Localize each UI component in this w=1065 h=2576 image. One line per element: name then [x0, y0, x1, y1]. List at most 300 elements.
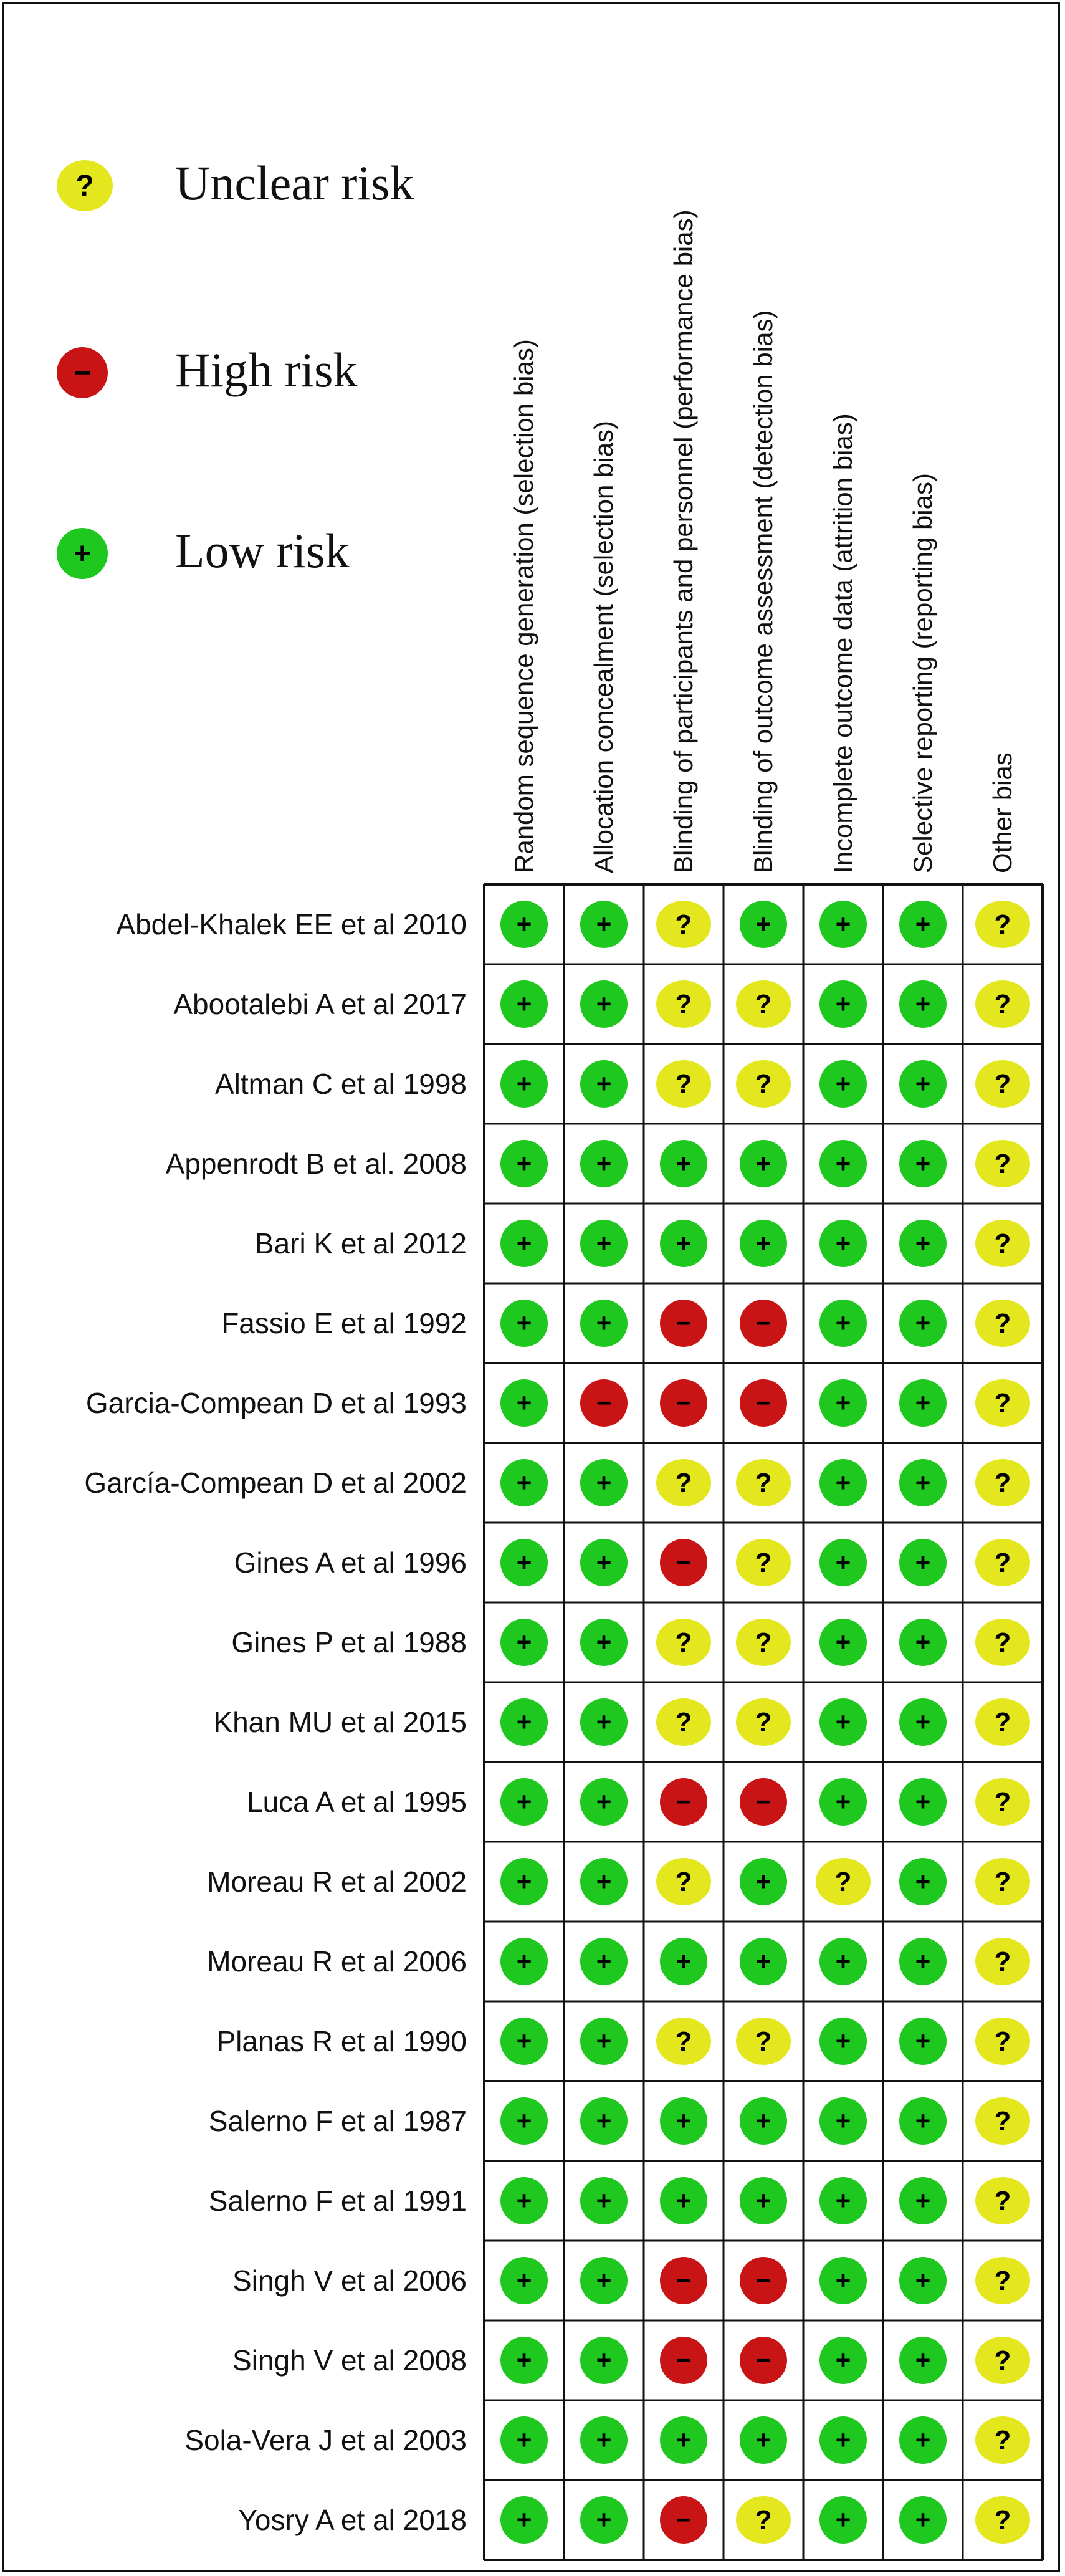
rating-symbol: + — [835, 1946, 851, 1976]
low-risk-icon — [500, 2018, 548, 2065]
unclear-risk-icon: ? — [57, 160, 113, 211]
unclear-risk-icon — [656, 980, 711, 1028]
rating-symbol: + — [835, 1228, 851, 1258]
rating-symbol: + — [915, 1787, 931, 1816]
low-risk-icon — [899, 1140, 947, 1187]
rating-symbol: ? — [675, 909, 692, 940]
high-risk-icon — [660, 2496, 707, 2544]
low-risk-icon — [500, 1858, 548, 1905]
rating-symbol: ? — [994, 1548, 1011, 1578]
unclear-risk-icon — [975, 2337, 1030, 2384]
low-risk-icon — [899, 2257, 947, 2304]
low-risk-icon — [580, 2018, 628, 2065]
rating-symbol: + — [516, 2505, 532, 2534]
low-risk-icon — [819, 1619, 867, 1666]
low-risk-icon — [899, 1858, 947, 1905]
low-risk-icon — [819, 1379, 867, 1427]
rating-symbol: + — [835, 2106, 851, 2135]
rating-symbol: + — [596, 1787, 612, 1816]
rating-symbol: ? — [994, 989, 1011, 1020]
rating-symbol: + — [835, 1468, 851, 1497]
low-risk-icon — [899, 1220, 947, 1267]
rating-symbol: + — [676, 2186, 692, 2215]
rating-symbol: + — [516, 2425, 532, 2454]
rating-symbol: + — [516, 2186, 532, 2215]
low-risk-icon — [580, 2097, 628, 2145]
rating-symbol: + — [835, 989, 851, 1018]
rating-symbol: − — [755, 1787, 771, 1816]
rating-symbol: + — [835, 2186, 851, 2215]
rating-symbol: + — [516, 1069, 532, 1098]
rating-symbol: + — [835, 1787, 851, 1816]
low-risk-icon — [899, 1778, 947, 1826]
rating-symbol: ? — [994, 2106, 1011, 2137]
column-header-incomplete-outcome-data-attrition-bias: Incomplete outcome data (attrition bias) — [828, 413, 857, 873]
rating-symbol: ? — [994, 909, 1011, 940]
rating-symbol: + — [915, 1228, 931, 1258]
rating-symbol: + — [915, 2106, 931, 2135]
high-risk-icon — [740, 2257, 787, 2304]
low-risk-icon — [500, 1459, 548, 1506]
high-risk-icon — [660, 1778, 707, 1826]
high-risk-icon — [660, 2257, 707, 2304]
column-header-blinding-of-outcome-assessment-detection-bias: Blinding of outcome assessment (detection bias) — [748, 310, 778, 873]
rating-symbol: − — [755, 1388, 771, 1417]
column-header-random-sequence-generation-selection-bias: Random sequence generation (selection bias) — [509, 339, 538, 873]
high-risk-icon — [660, 2337, 707, 2384]
rating-symbol: ? — [755, 989, 772, 1020]
study-label: Singh V et al 2006 — [232, 2264, 467, 2297]
low-risk-icon — [819, 2337, 867, 2384]
rating-symbol: + — [835, 1627, 851, 1657]
rating-symbol: + — [915, 1548, 931, 1577]
study-label: Fassio E et al 1992 — [221, 1307, 467, 1339]
unclear-risk-icon — [736, 1539, 791, 1586]
rating-symbol: + — [676, 2425, 692, 2454]
unclear-risk-icon — [975, 2018, 1030, 2065]
legend-label-low: Low risk — [175, 524, 350, 578]
low-risk-icon — [899, 1300, 947, 1347]
study-label: Planas R et al 1990 — [216, 2025, 467, 2057]
rating-symbol: − — [755, 2266, 771, 2295]
rating-symbol: − — [596, 1388, 612, 1417]
rating-symbol: ? — [994, 1228, 1011, 1259]
unclear-risk-icon — [975, 1619, 1030, 1666]
rating-symbol: + — [676, 1149, 692, 1178]
low-risk-icon — [500, 2177, 548, 2224]
rating-symbol: ? — [994, 1787, 1011, 1817]
study-label: Moreau R et al 2006 — [207, 1945, 467, 1978]
rating-symbol: ? — [675, 1867, 692, 1897]
rating-symbol: + — [516, 1946, 532, 1976]
rating-symbol: + — [915, 989, 931, 1018]
low-risk-icon — [660, 2177, 707, 2224]
rating-symbol: ? — [755, 2026, 772, 2057]
low-risk-icon — [500, 901, 548, 948]
low-risk-icon — [819, 1698, 867, 1746]
low-risk-icon — [500, 1778, 548, 1826]
rating-symbol: + — [596, 1308, 612, 1338]
low-risk-icon — [580, 1140, 628, 1187]
low-risk-icon — [580, 2257, 628, 2304]
low-risk-icon — [580, 1060, 628, 1108]
rating-symbol: + — [596, 2505, 612, 2534]
high-risk-icon — [660, 1300, 707, 1347]
rating-symbol: ? — [994, 2505, 1011, 2535]
rating-symbol: + — [755, 2425, 771, 2454]
rating-symbol: − — [755, 1308, 771, 1338]
rating-symbol: ? — [994, 1149, 1011, 1179]
study-label: Gines A et al 1996 — [234, 1546, 467, 1579]
low-risk-icon — [899, 2337, 947, 2384]
unclear-risk-icon — [975, 1858, 1030, 1905]
rating-symbol: ? — [755, 2505, 772, 2535]
rating-symbol: − — [676, 1388, 692, 1417]
rating-symbol: + — [755, 2186, 771, 2215]
low-risk-icon — [660, 1140, 707, 1187]
low-risk-icon — [580, 2337, 628, 2384]
low-risk-icon — [580, 2496, 628, 2544]
column-header-blinding-of-participants-and-personnel-performance-bias: Blinding of participants and personnel (performance bias) — [669, 209, 698, 873]
rating-symbol: + — [915, 1069, 931, 1098]
low-risk-icon — [819, 2257, 867, 2304]
low-risk-icon — [500, 1539, 548, 1586]
rating-symbol: + — [516, 1308, 532, 1338]
rating-symbol: + — [915, 1468, 931, 1497]
low-risk-icon — [580, 1858, 628, 1905]
unclear-risk-icon — [656, 2018, 711, 2065]
rating-symbol: + — [915, 1627, 931, 1657]
rating-symbol: + — [516, 2266, 532, 2295]
low-risk-icon — [899, 1459, 947, 1506]
low-risk-icon — [899, 1379, 947, 1427]
rating-symbol: + — [596, 989, 612, 1018]
high-risk-icon — [660, 1539, 707, 1586]
study-label: Abdel-Khalek EE et al 2010 — [116, 908, 467, 941]
rating-symbol: + — [596, 2106, 612, 2135]
study-label: Sola-Vera J et al 2003 — [184, 2424, 467, 2456]
low-risk-icon — [819, 2097, 867, 2145]
study-label: Salerno F et al 1991 — [208, 2185, 467, 2217]
low-risk-icon — [500, 1619, 548, 1666]
unclear-risk-icon — [975, 901, 1030, 948]
low-risk-icon — [899, 980, 947, 1028]
rating-symbol: + — [835, 1388, 851, 1417]
study-label: Luca A et al 1995 — [247, 1786, 467, 1818]
unclear-risk-icon — [656, 1619, 711, 1666]
low-risk-icon — [740, 2097, 787, 2145]
rating-symbol: − — [755, 2345, 771, 2375]
low-risk-icon — [740, 1220, 787, 1267]
column-header-selective-reporting-reporting-bias: Selective reporting (reporting bias) — [908, 473, 937, 873]
rating-symbol: + — [915, 1149, 931, 1178]
high-risk-icon — [580, 1379, 628, 1427]
rating-symbol: + — [676, 2106, 692, 2135]
rating-symbol: + — [835, 2266, 851, 2295]
unclear-risk-icon — [736, 1060, 791, 1108]
low-risk-icon — [819, 1459, 867, 1506]
study-label: Yosry A et al 2018 — [238, 2504, 467, 2536]
low-risk-icon — [819, 1300, 867, 1347]
rating-symbol: + — [835, 1548, 851, 1577]
rating-symbol: + — [835, 909, 851, 939]
rating-symbol: + — [516, 1787, 532, 1816]
unclear-risk-icon — [656, 1698, 711, 1746]
rating-symbol: + — [596, 1707, 612, 1736]
rating-symbol: + — [596, 2345, 612, 2375]
rating-symbol: ? — [994, 1946, 1011, 1977]
column-header-other-bias: Other bias — [988, 752, 1017, 873]
low-risk-icon — [899, 1539, 947, 1586]
rating-symbol: + — [915, 1388, 931, 1417]
study-label: Salerno F et al 1987 — [208, 2105, 467, 2137]
low-risk-icon — [819, 2177, 867, 2224]
unclear-risk-icon — [975, 980, 1030, 1028]
rating-symbol: ? — [675, 1707, 692, 1738]
low-risk-icon — [660, 2416, 707, 2464]
low-risk-icon — [500, 1379, 548, 1427]
low-risk-icon — [899, 1698, 947, 1746]
rating-symbol: + — [915, 2425, 931, 2454]
rating-symbol: + — [596, 1627, 612, 1657]
rating-symbol: + — [755, 1946, 771, 1976]
rating-symbol: + — [596, 1548, 612, 1577]
rating-symbol: + — [676, 1946, 692, 1976]
rating-symbol: − — [676, 1787, 692, 1816]
low-risk-icon — [819, 2416, 867, 2464]
low-risk-icon — [819, 901, 867, 948]
low-risk-icon — [580, 1539, 628, 1586]
rating-symbol: + — [755, 1149, 771, 1178]
study-label: Garcia-Compean D et al 1993 — [85, 1387, 467, 1419]
rating-symbol: + — [516, 1468, 532, 1497]
rating-symbol: + — [516, 1627, 532, 1657]
rating-symbol: + — [915, 2266, 931, 2295]
rating-symbol: + — [915, 1946, 931, 1976]
rating-symbol: + — [596, 1149, 612, 1178]
rating-symbol: + — [516, 1388, 532, 1417]
legend-label-high: High risk — [175, 343, 358, 397]
low-risk-icon — [660, 1938, 707, 1985]
unclear-risk-icon — [736, 1459, 791, 1506]
low-risk-icon — [899, 1619, 947, 1666]
unclear-risk-icon — [975, 2416, 1030, 2464]
rating-symbol: + — [835, 1707, 851, 1736]
low-risk-icon — [500, 1300, 548, 1347]
low-risk-icon — [500, 2097, 548, 2145]
study-label: Bari K et al 2012 — [254, 1227, 467, 1260]
unclear-risk-icon — [736, 2018, 791, 2065]
legend-label-unclear: Unclear risk — [175, 156, 414, 210]
low-risk-icon — [500, 1938, 548, 1985]
rating-symbol: ? — [994, 2186, 1011, 2216]
unclear-risk-icon — [816, 1858, 871, 1905]
low-risk-icon — [899, 2416, 947, 2464]
rating-symbol: ? — [834, 1867, 852, 1897]
rating-symbol: + — [516, 1707, 532, 1736]
rating-symbol: ? — [675, 989, 692, 1020]
rating-symbol: + — [516, 1149, 532, 1178]
rating-symbol: ? — [994, 1867, 1011, 1897]
rating-symbol: − — [676, 2345, 692, 2375]
rating-symbol: ? — [755, 1707, 772, 1738]
rating-symbol: + — [516, 2106, 532, 2135]
study-label: Altman C et al 1998 — [214, 1068, 467, 1100]
low-risk-icon — [580, 1938, 628, 1985]
low-risk-icon — [899, 2097, 947, 2145]
study-label: Abootalebi A et al 2017 — [173, 988, 467, 1020]
rating-symbol: + — [516, 2345, 532, 2375]
unclear-risk-icon — [656, 1858, 711, 1905]
rating-symbol: ? — [994, 1069, 1011, 1099]
risk-of-bias-figure — [2, 2, 1060, 2572]
unclear-risk-icon — [975, 1778, 1030, 1826]
rating-symbol: + — [835, 2026, 851, 2056]
rating-symbol: + — [516, 989, 532, 1018]
high-risk-icon — [660, 1379, 707, 1427]
high-risk-icon: − — [57, 347, 108, 398]
unclear-risk-icon — [975, 1698, 1030, 1746]
rating-symbol: + — [596, 2425, 612, 2454]
unclear-risk-icon — [736, 1698, 791, 1746]
rating-symbol: + — [835, 2505, 851, 2534]
low-risk-icon — [580, 2416, 628, 2464]
unclear-risk-icon — [975, 1300, 1030, 1347]
study-label: Gines P et al 1988 — [231, 1626, 467, 1659]
low-risk-icon — [580, 1459, 628, 1506]
rating-symbol: − — [676, 2505, 692, 2534]
high-risk-icon — [740, 1778, 787, 1826]
low-risk-icon — [819, 1060, 867, 1108]
rating-symbol: + — [915, 2345, 931, 2375]
rating-symbol: + — [915, 2026, 931, 2056]
rating-symbol: ? — [994, 2345, 1011, 2376]
rating-symbol: + — [915, 2505, 931, 2534]
low-risk-icon — [819, 1778, 867, 1826]
low-risk-icon — [740, 901, 787, 948]
unclear-risk-icon — [975, 1539, 1030, 1586]
rating-symbol: + — [596, 2026, 612, 2056]
unclear-risk-icon — [975, 1220, 1030, 1267]
rating-symbol: + — [915, 1867, 931, 1896]
rating-symbol: ? — [994, 1627, 1011, 1658]
unclear-risk-icon — [975, 1140, 1030, 1187]
rating-symbol: + — [915, 1707, 931, 1736]
low-risk-icon — [500, 1698, 548, 1746]
rating-symbol: ? — [675, 2026, 692, 2057]
low-risk-icon — [580, 2177, 628, 2224]
rating-symbol: + — [755, 1867, 771, 1896]
rating-symbol: − — [676, 1548, 692, 1577]
rating-symbol: ? — [755, 1468, 772, 1498]
rating-symbol: + — [596, 1468, 612, 1497]
low-risk-icon — [899, 2018, 947, 2065]
unclear-risk-icon — [736, 1619, 791, 1666]
low-risk-icon — [899, 2177, 947, 2224]
rating-symbol: + — [835, 1149, 851, 1178]
low-risk-icon — [500, 1220, 548, 1267]
low-risk-icon — [580, 980, 628, 1028]
unclear-risk-icon — [975, 2496, 1030, 2544]
unclear-risk-icon — [656, 1060, 711, 1108]
low-risk-icon — [500, 1060, 548, 1108]
low-risk-icon — [500, 1140, 548, 1187]
low-risk-icon — [740, 1938, 787, 1985]
rating-symbol: + — [755, 2106, 771, 2135]
rating-symbol: + — [516, 2026, 532, 2056]
unclear-risk-icon — [975, 2177, 1030, 2224]
high-risk-icon — [740, 1300, 787, 1347]
rating-symbol: + — [835, 1308, 851, 1338]
column-header-allocation-concealment-selection-bias: Allocation concealment (selection bias) — [589, 420, 618, 873]
rating-symbol: − — [676, 1308, 692, 1338]
low-risk-icon — [819, 2018, 867, 2065]
low-risk-icon — [580, 1619, 628, 1666]
low-risk-icon — [580, 1300, 628, 1347]
low-risk-icon: + — [57, 528, 108, 579]
low-risk-icon — [899, 2496, 947, 2544]
low-risk-icon — [500, 2416, 548, 2464]
low-risk-icon — [580, 1698, 628, 1746]
rating-symbol: ? — [994, 2266, 1011, 2296]
unclear-risk-icon — [656, 1459, 711, 1506]
rating-symbol: ? — [994, 2425, 1011, 2456]
unclear-risk-icon — [975, 2097, 1030, 2145]
rating-symbol: + — [596, 2266, 612, 2295]
study-label: Singh V et al 2008 — [232, 2344, 467, 2377]
rating-symbol: ? — [755, 1627, 772, 1658]
low-risk-icon — [580, 1778, 628, 1826]
rating-symbol: + — [755, 1228, 771, 1258]
rating-symbol: + — [516, 909, 532, 939]
rating-symbol: ? — [675, 1069, 692, 1099]
unclear-risk-icon — [975, 1938, 1030, 1985]
rating-symbol: + — [755, 909, 771, 939]
low-risk-icon — [500, 2496, 548, 2544]
rating-symbol: ? — [675, 1627, 692, 1658]
rating-symbol: + — [516, 1228, 532, 1258]
unclear-risk-icon — [736, 2496, 791, 2544]
rating-symbol: + — [596, 1867, 612, 1896]
low-risk-icon — [819, 1539, 867, 1586]
rating-symbol: + — [835, 2345, 851, 2375]
low-risk-icon — [660, 2097, 707, 2145]
study-label: García-Compean D et al 2002 — [84, 1467, 467, 1499]
rating-symbol: ? — [994, 1388, 1011, 1419]
low-risk-icon — [740, 1140, 787, 1187]
rating-symbol: + — [835, 2425, 851, 2454]
rating-symbol: + — [676, 1228, 692, 1258]
low-risk-icon — [819, 1220, 867, 1267]
rating-symbol: + — [596, 1069, 612, 1098]
rating-symbol: ? — [994, 1308, 1011, 1339]
low-risk-icon — [660, 1220, 707, 1267]
unclear-risk-icon — [975, 1459, 1030, 1506]
low-risk-icon — [740, 1858, 787, 1905]
rating-symbol: ? — [994, 1707, 1011, 1738]
study-label: Moreau R et al 2002 — [207, 1865, 467, 1898]
low-risk-icon — [740, 2416, 787, 2464]
unclear-risk-icon — [975, 1060, 1030, 1108]
unclear-risk-icon — [975, 1379, 1030, 1427]
unclear-risk-icon — [656, 901, 711, 948]
rating-symbol: + — [516, 1548, 532, 1577]
rating-symbol: + — [915, 2186, 931, 2215]
rating-symbol: ? — [755, 1548, 772, 1578]
high-risk-icon — [740, 1379, 787, 1427]
rating-symbol: + — [596, 1228, 612, 1258]
rating-symbol: ? — [675, 1468, 692, 1498]
